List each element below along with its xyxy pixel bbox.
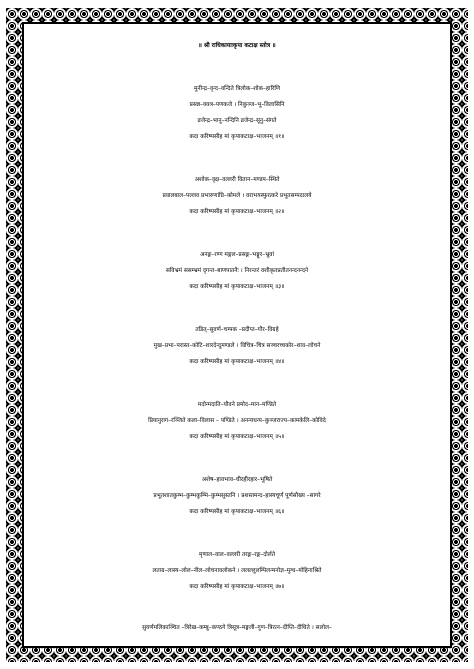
verse-7 bbox=[26, 547, 448, 595]
verse-line: मुनीन्द्र–वृन्द–वन्दिते त्रिलोक–शोक–हारिणि bbox=[193, 86, 281, 92]
verse-4 bbox=[26, 322, 448, 370]
document-content bbox=[26, 24, 448, 644]
verse-line: प्रवालबाल–पल्लव प्रभारुणांघ्रि–कोमले । वराभयस्फुरत्करे प्रभूतसम्पदालये bbox=[162, 193, 312, 199]
verse-line: प्रभूतशातकुम्भ–कुम्भकुम्भि–कुम्भसुस्तनि । प्रशस्तमन्द–हास्यचूर्ण पूर्णसौख्य –सागरे bbox=[153, 493, 321, 499]
verse-5 bbox=[26, 397, 448, 445]
verse-line: कदा करिष्यसीह मां कृपाकटाक्ष–भाजनम् ॥४॥ bbox=[189, 359, 285, 365]
verse-line: प्रसन्न–वक्त्र–पणकजे । निकुञ्ज–भू–विलासिनि bbox=[189, 102, 285, 108]
verse-3 bbox=[26, 247, 448, 295]
verse-line: सविभ्रमं ससम्भ्रमं दृगन्त–बाणपातनैः । निरन्तरं वशीकृतप्रतीतनन्दनन्दने bbox=[165, 268, 309, 274]
document-title: ॥ श्री राधिकायाःकृपा कटाक्ष स्तोत्र ॥ bbox=[198, 43, 276, 49]
verse-line: कदा करिष्यसीह मां कृपाकटाक्ष–भाजनम् ॥७॥ bbox=[189, 584, 285, 590]
verse-line: कदा करिष्यसीह मां कृपाकटाक्ष–भाजनम् ॥१॥ bbox=[189, 134, 285, 140]
verse-line: लताग्र–लास्य–लोल–नील–लोचनावलोकने । ललल्लुलम्पिलन्मनोज्ञ–मुग्ध–मोहिनाश्रिते bbox=[152, 568, 322, 574]
verse-line: कदा करिष्यसीह मां कृपाकटाक्ष–भाजनम् ॥५॥ bbox=[189, 434, 285, 440]
verse-6 bbox=[26, 472, 448, 520]
verse-8-start: सुवर्णमलिकाञ्चित –त्रिरेख–कम्बु–कण्ठगे त्रिसूत्र–मङ्गली–गुण–त्रिरत्न–दीप्ति–दीधिते । सलोल– bbox=[142, 625, 332, 631]
verse-line: मुख–प्रभा–परास्त–कोटि–शारदेन्दुमण्डले । विचित्र–चित्र सञ्चरच्चकोर–शाव–लोचने bbox=[153, 343, 321, 349]
verse-2 bbox=[26, 172, 448, 220]
verse-line: व्रजेन्द्र–भानु–नन्दिनि व्रजेन्द्र–सूनु–संगते bbox=[197, 118, 277, 124]
verse-1 bbox=[26, 81, 448, 145]
verse-line: तडित्–सुवर्ण–चम्पक –प्रदीप्त–गौर–विग्रहे bbox=[195, 327, 279, 333]
verse-line: मृणाल–वाल–वल्लरी तरङ्ग–रङ्ग–दोर्लते bbox=[198, 552, 276, 558]
verse-line: कदा करिष्यसीह मां कृपाकटाक्ष–भाजनम् ॥६॥ bbox=[189, 509, 285, 515]
verse-line: प्रियानुराग–रञ्जिते कला–विलास – पण्डिते । अनन्यधन्य–कुञ्जराज्य–कामकेलि–कोविदे bbox=[148, 418, 326, 424]
verse-line: कदा करिष्यसीह मां कृपाकटाक्ष–भाजनम् ॥३॥ bbox=[189, 284, 285, 290]
verse-line: मदोन्मदाति–यौवने प्रमोद–मान–मण्डिते bbox=[197, 402, 277, 408]
verse-line: अशेष–हावभाव–धीरहीरहार–भूषिते bbox=[201, 477, 273, 483]
verse-line: कदा करिष्यसीह मां कृपाकटाक्ष–भाजनम् ॥२॥ bbox=[189, 209, 285, 215]
verse-line: अशोक–वृक्ष–वल्लरी वितान–मण्डप–स्थिते bbox=[194, 177, 280, 183]
verse-line: अनङ्ग–रण्ग मङ्गल–प्रसङ्ग–भङ्गुर–भ्रुवां bbox=[199, 252, 274, 258]
